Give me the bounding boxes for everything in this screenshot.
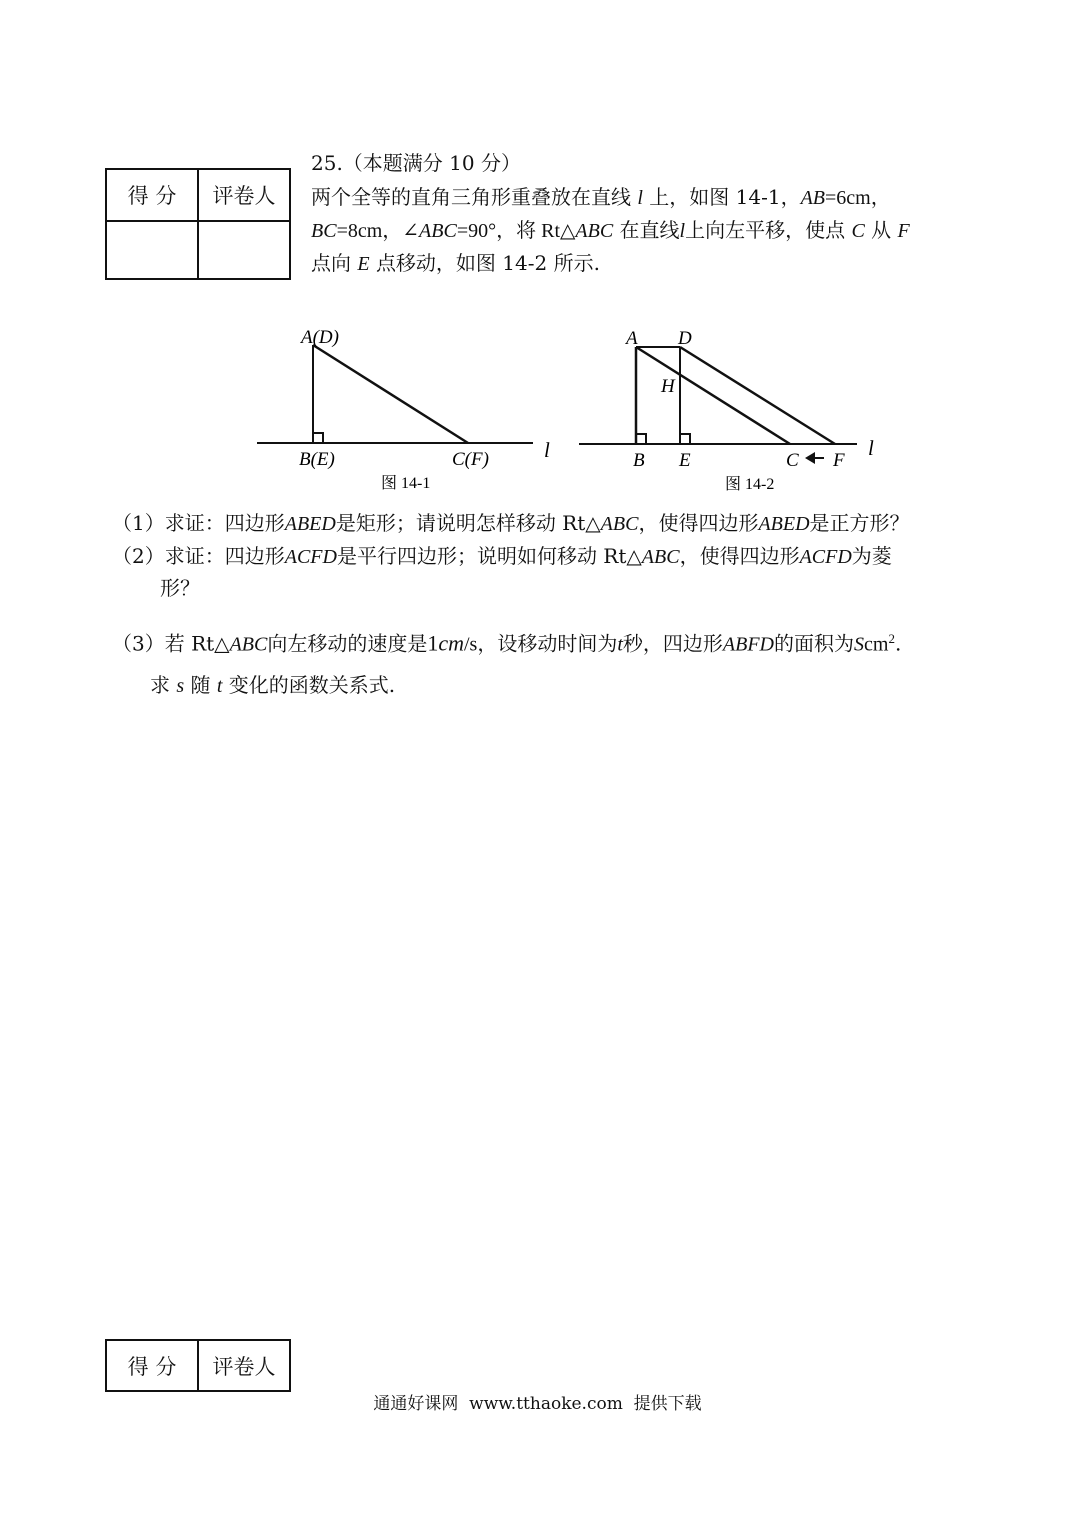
var-abfd: ABFD: [722, 633, 774, 656]
intro-text: =8cm，∠: [336, 220, 420, 242]
score-label: 得 分: [106, 1340, 198, 1391]
intro-text: =90°，将 Rt△: [456, 220, 576, 242]
page-footer: 通通好课网 www.tthaoke.com 提供下载: [373, 1394, 702, 1414]
unit-squared: 2: [888, 631, 895, 646]
segment-ac: [636, 347, 790, 444]
var-abed: ABED: [284, 513, 336, 535]
caption-fig-14-2: 图 14-2: [725, 476, 775, 493]
part-3-line-2: [150, 670, 395, 701]
var-l: l: [679, 220, 686, 242]
label-c: C: [786, 450, 799, 471]
score-cell: [106, 221, 198, 279]
grader-label: 评卷人: [198, 1340, 290, 1391]
part-text: 随: [190, 673, 211, 697]
unit-cm: cm: [864, 633, 889, 656]
var-s-capital: S: [854, 633, 864, 656]
part-text: ，使得四边形: [638, 511, 759, 535]
intro-text: =6cm，: [825, 187, 891, 209]
part-text: 是平行四边形；说明如何移动 Rt△: [336, 544, 642, 568]
right-angle-mark-b: [636, 434, 646, 444]
part-text: 秒，四边形: [622, 631, 723, 656]
part-text: .: [894, 631, 902, 656]
part-text: ，使得四边形: [679, 544, 800, 568]
part-text: 为菱: [851, 544, 892, 568]
part-text: 向左移动的速度是: [267, 631, 428, 656]
intro-text: 两个全等的直角三角形重叠放在直线: [311, 185, 631, 209]
var-abc: ABC: [641, 546, 680, 568]
var-s: s: [176, 675, 185, 697]
var-abc: ABC: [600, 513, 639, 535]
right-angle-mark: [313, 433, 323, 443]
var-abed: ABED: [758, 513, 810, 535]
var-ab: AB: [800, 187, 826, 209]
part-3-line-1: [112, 624, 901, 660]
question-header: 25.（本题满分 10 分）: [311, 151, 521, 175]
intro-text: 在直线: [619, 218, 680, 242]
intro-line-3: [311, 248, 600, 279]
label-l: l: [544, 438, 550, 462]
label-a-d: A(D): [301, 327, 339, 348]
label-d: D: [678, 328, 692, 349]
intro-line-2: [311, 215, 910, 246]
part-text: 的面积为: [774, 631, 854, 656]
var-l: l: [637, 187, 643, 209]
var-e: E: [357, 253, 370, 275]
speed-number: 1: [427, 630, 439, 656]
arrow-left-icon: [805, 452, 815, 464]
score-box-top: [105, 168, 291, 280]
score-box-bottom: [105, 1339, 291, 1392]
figure-14-2: [570, 320, 890, 500]
label-l: l: [868, 436, 874, 460]
var-t: t: [617, 633, 623, 656]
part-text: （2）求证：四边形: [112, 544, 285, 568]
part-1: [112, 508, 910, 539]
var-abc: ABC: [229, 633, 268, 656]
label-b-e: B(E): [299, 449, 335, 470]
label-f: F: [833, 450, 845, 471]
figure-14-1: [250, 320, 570, 500]
intro-line-1: [311, 182, 891, 213]
part-text: 变化的函数关系式.: [228, 673, 396, 697]
var-acfd: ACFD: [799, 546, 852, 568]
segment-ac: [313, 345, 468, 443]
part-text: 是正方形？: [809, 511, 910, 535]
segment-df: [680, 347, 835, 444]
part-2-line-2: 形？: [160, 576, 200, 600]
score-label: 得 分: [106, 169, 198, 221]
part-2-line-1: [112, 541, 892, 572]
intro-text: 点移动，如图 14-2 所示.: [375, 251, 600, 275]
part-text: 是矩形；请说明怎样移动 Rt△: [335, 511, 601, 535]
label-a: A: [626, 328, 638, 349]
intro-text: 上，如图 14-1，: [649, 185, 801, 209]
label-b: B: [633, 450, 645, 471]
label-h: H: [661, 376, 675, 397]
right-angle-mark-e: [680, 434, 690, 444]
var-abc: ABC: [575, 220, 614, 242]
var-c: C: [851, 220, 865, 242]
var-f: F: [897, 220, 910, 242]
grader-cell: [198, 221, 290, 279]
label-c-f: C(F): [452, 449, 489, 470]
var-acfd: ACFD: [284, 546, 337, 568]
intro-text: 点向: [311, 251, 351, 275]
part-text: （3）若 Rt△: [112, 631, 230, 656]
part-text: （1）求证：四边形: [112, 511, 285, 535]
intro-text: 从: [871, 218, 892, 242]
label-e: E: [679, 450, 691, 471]
var-t: t: [216, 675, 223, 697]
intro-text: 上向左平移，使点: [685, 218, 846, 242]
speed-per-second: /s: [464, 633, 478, 656]
caption-fig-14-1: 图 14-1: [381, 475, 431, 492]
part-text: 求: [150, 673, 170, 697]
part-text: ，设移动时间为: [477, 631, 618, 656]
grader-label: 评卷人: [198, 169, 290, 221]
var-bc: BC: [311, 220, 337, 242]
speed-unit: cm: [438, 630, 464, 656]
var-abc: ABC: [419, 220, 457, 242]
